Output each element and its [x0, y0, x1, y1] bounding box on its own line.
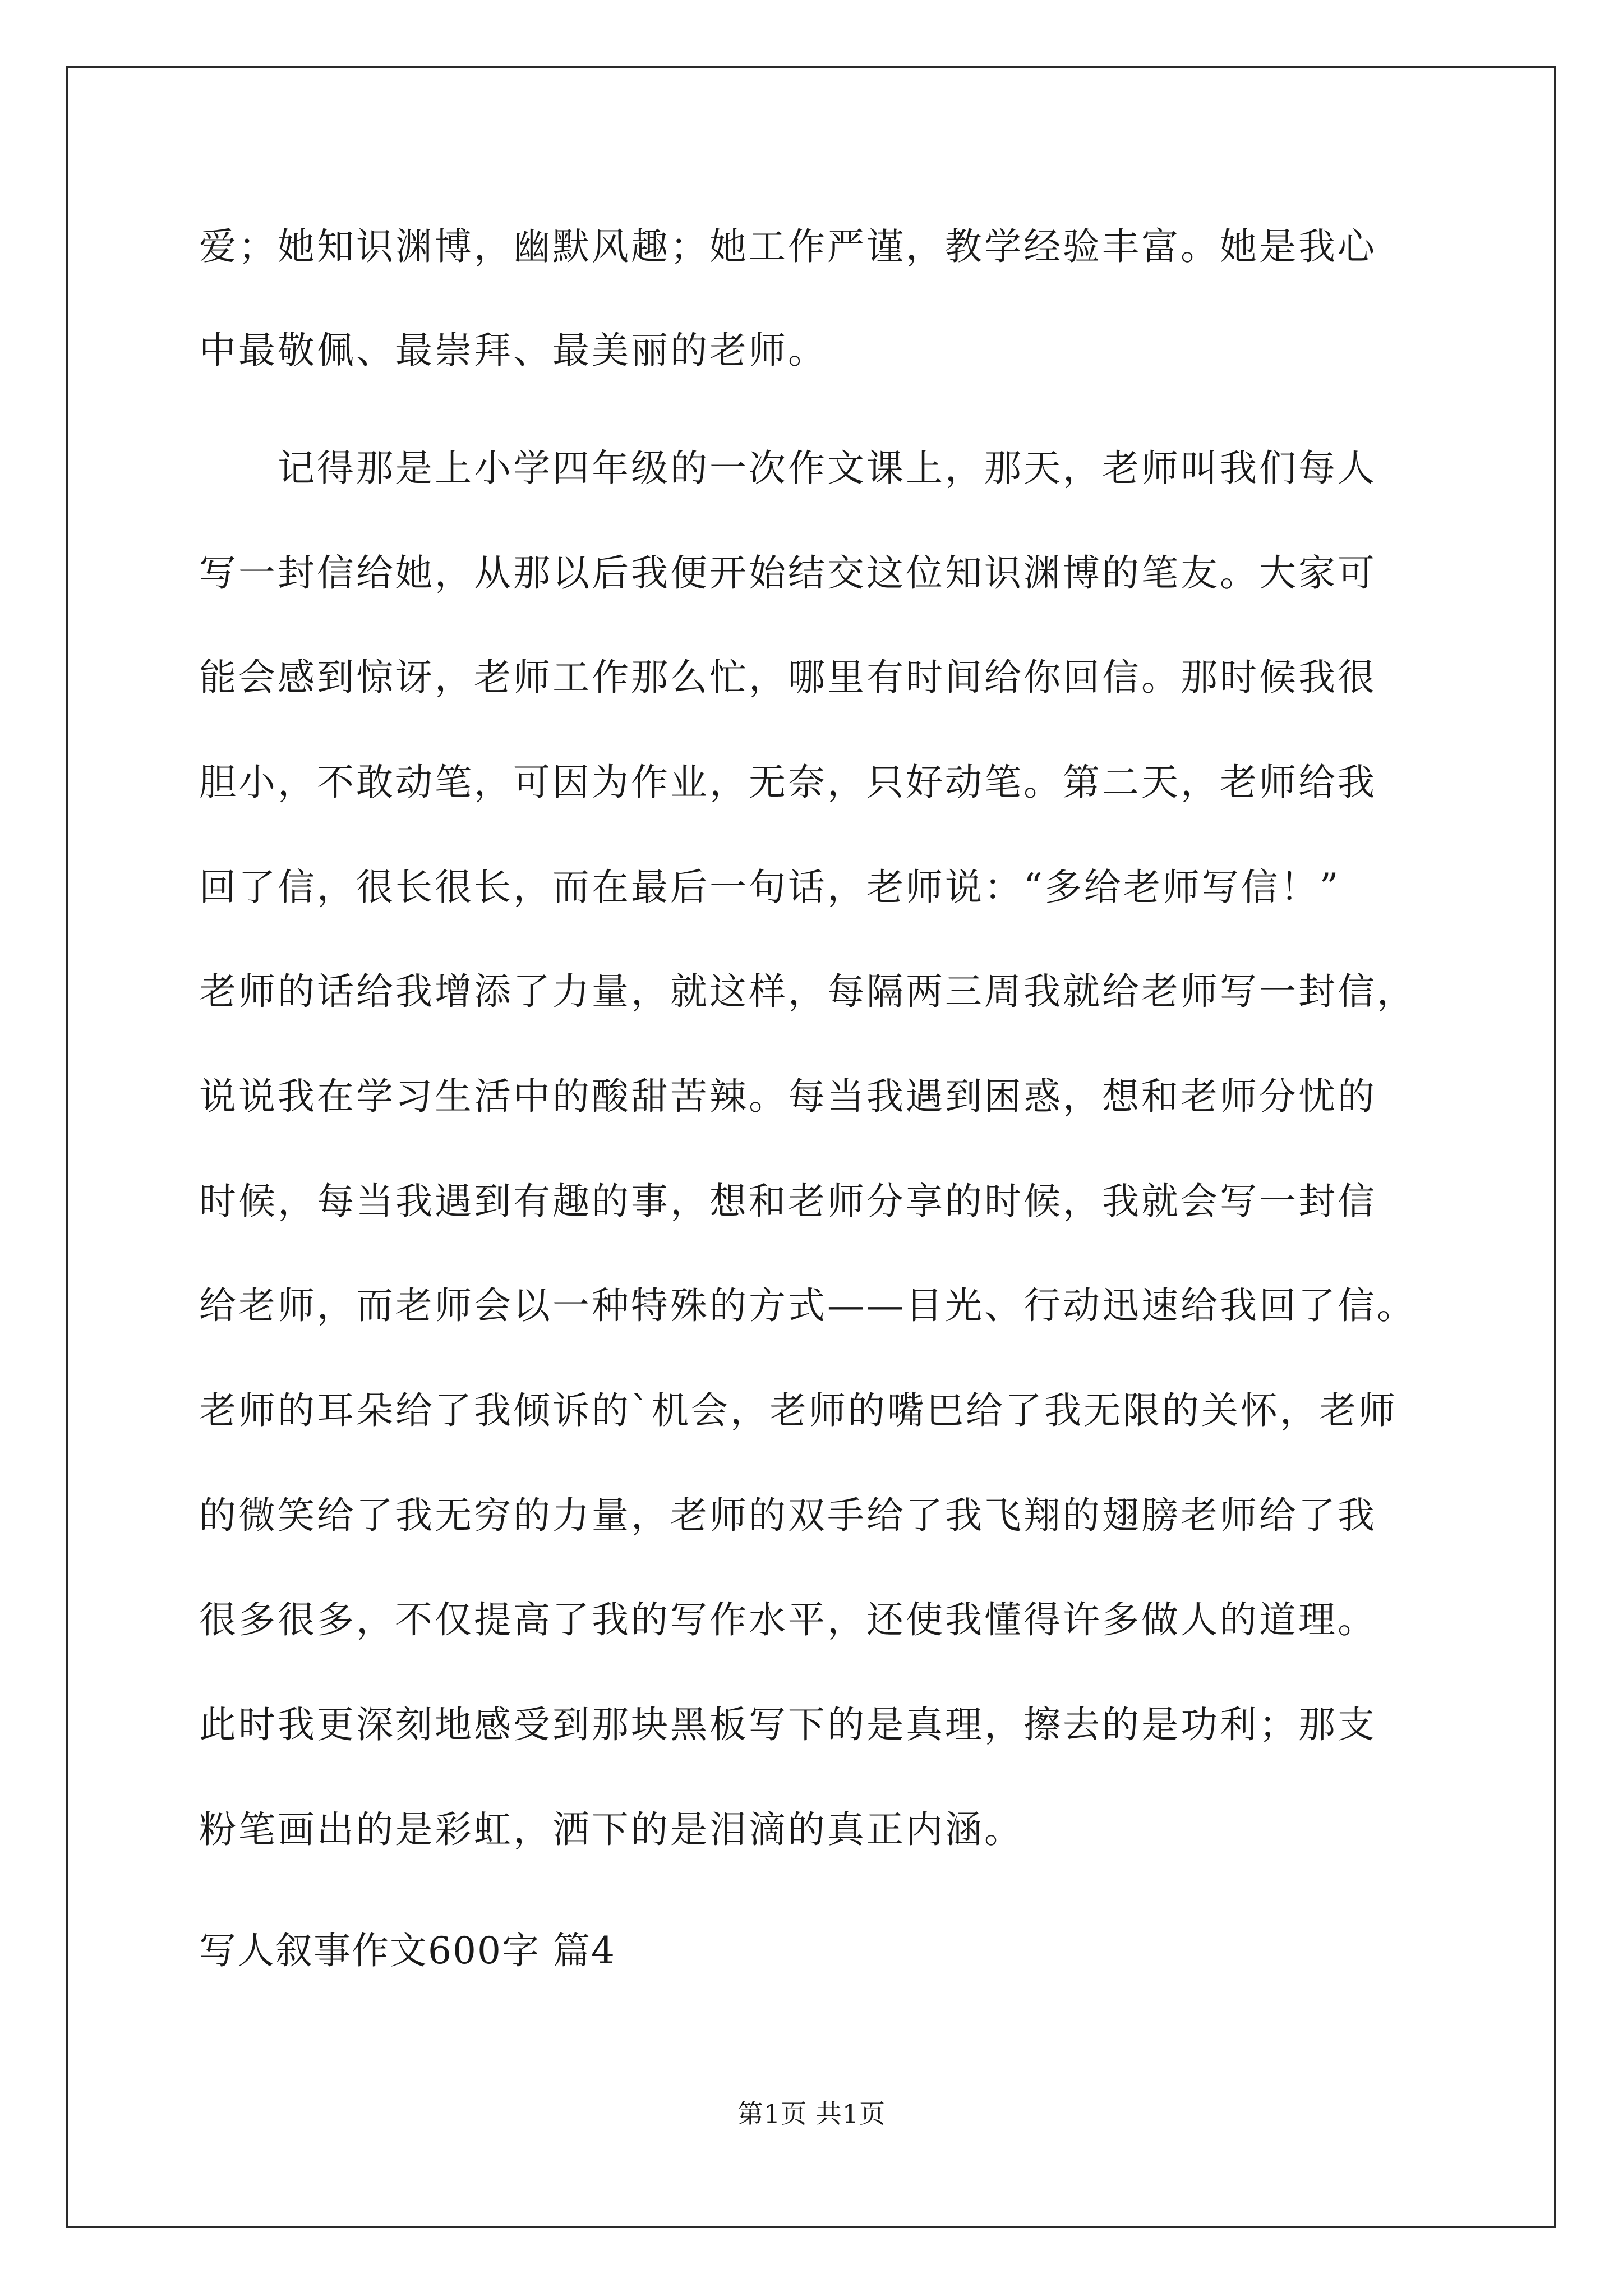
text-line: 粉笔画出的是彩虹，洒下的是泪滴的真正内涵。 [199, 1808, 1023, 1851]
text-line: 写一封信给她，从那以后我便开始结交这位知识渊博的笔友。大家可 [199, 551, 1377, 595]
text-line: 胆小，不敢动笔，可因为作业，无奈，只好动笔。第二天，老师给我 [199, 761, 1377, 804]
text-line: 说说我在学习生活中的酸甜苦辣。每当我遇到困惑，想和老师分忧的 [199, 1075, 1377, 1118]
text-line: 此时我更深刻地感受到那块黑板写下的是真理，擦去的是功利；那支 [199, 1703, 1377, 1746]
text-line: 爱；她知识渊博，幽默风趣；她工作严谨，教学经验丰富。她是我心 [199, 225, 1377, 268]
text-line: 能会感到惊讶，老师工作那么忙，哪里有时间给你回信。那时候我很 [199, 656, 1377, 699]
text-line: 老师的耳朵给了我倾诉的`机会，老师的嘴巴给了我无限的关怀，老师 [199, 1389, 1398, 1432]
text-line: 回了信，很长很长，而在最后一句话，老师说：“多给老师写信！” [199, 866, 1341, 909]
text-line: 记得那是上小学四年级的一次作文课上，那天，老师叫我们每人 [278, 447, 1377, 490]
text-line: 给老师，而老师会以一种特殊的方式——目光、行动迅速给我回了信。 [199, 1284, 1416, 1327]
text-line: 时候，每当我遇到有趣的事，想和老师分享的时候，我就会写一封信 [199, 1180, 1377, 1223]
section-heading: 写人叙事作文600字 篇4 [199, 1929, 616, 1972]
page-footer: 第1页 共1页 [737, 2099, 886, 2129]
text-line: 老师的话给我增添了力量，就这样，每隔两三周我就给老师写一封信， [199, 970, 1416, 1013]
page-border [66, 66, 1556, 2228]
text-line: 的微笑给了我无穷的力量，老师的双手给了我飞翔的翅膀老师给了我 [199, 1494, 1377, 1537]
text-line: 很多很多，不仅提高了我的写作水平，还使我懂得许多做人的道理。 [199, 1598, 1377, 1641]
text-line: 中最敬佩、最崇拜、最美丽的老师。 [199, 329, 827, 372]
